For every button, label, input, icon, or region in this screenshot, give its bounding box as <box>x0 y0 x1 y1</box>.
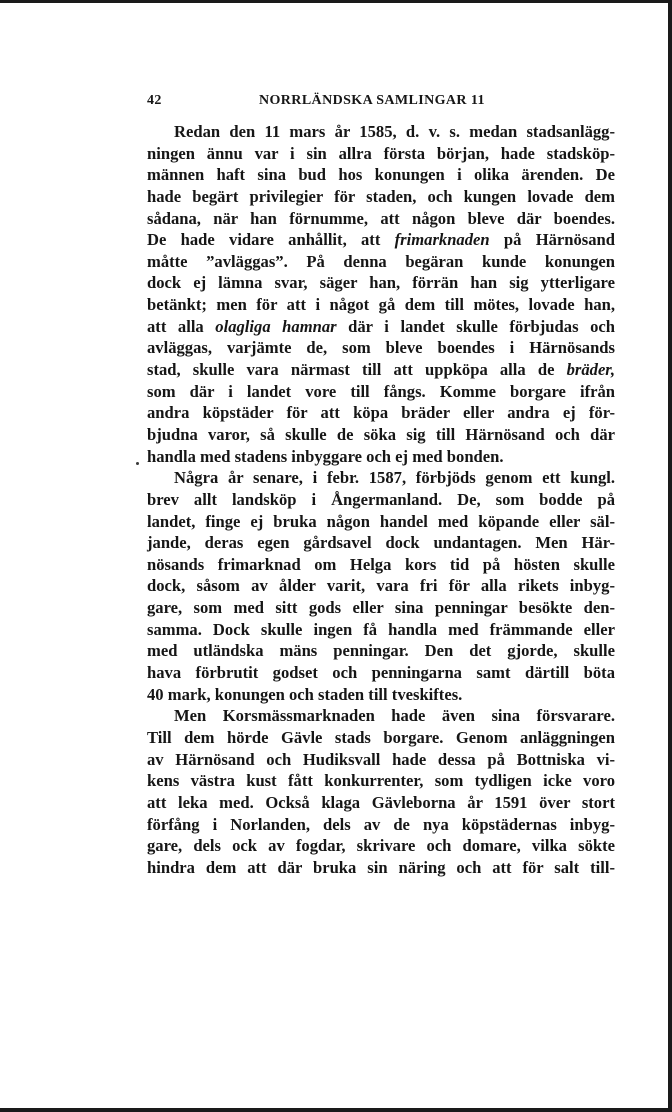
italic-term: olagliga hamnar <box>215 316 337 336</box>
text-line: hade begärt privilegier för staden, och kungen lovade dem <box>147 186 615 206</box>
text-line: stad, skulle vara närmast till att uppköpa alla de bräder, <box>147 360 615 380</box>
text-line: betänkt; men för att i något gå dem till mötes, lovade han, <box>147 295 615 315</box>
text-line: samma. Dock skulle ingen få handla med främmande eller <box>147 619 615 639</box>
running-title: NORRLÄNDSKA SAMLINGAR 11 <box>259 93 485 108</box>
italic-term: bräder, <box>566 360 615 380</box>
text-line: gare, som med sitt gods eller sina penningar besökte den- <box>147 598 615 618</box>
text-line: med utländska mäns penningar. Den det gjorde, skulle <box>147 641 615 661</box>
text-line: brev allt landsköp i Ångermanland. De, som bodde på <box>147 489 615 509</box>
text-line: Några år senare, i febr. 1587, förbjöds genom ett kungl. <box>174 468 615 488</box>
text-line: av Härnösand och Hudiksvall hade dessa på Bottniska vi- <box>147 749 615 769</box>
text-line: hindra dem att där bruka sin näring och att för salt till- <box>147 857 615 877</box>
text-line: Men Korsmässmarknaden hade även sina försvarare. <box>174 706 615 726</box>
text-line: förfång i Norlanden, dels av de nya köpstädernas inbyg- <box>147 814 615 834</box>
text-line: handla med stadens inbyggare och ej med bonden. <box>147 446 504 466</box>
text-line: bjudna varor, så skulle de söka sig till Härnösand och där <box>147 424 615 444</box>
print-speck <box>136 462 139 465</box>
text-line: kens västra kust fått konkurrenter, som tydligen icke voro <box>147 771 615 791</box>
text-line: måtte ”avläggas”. På denna begäran kunde konungen <box>147 251 615 271</box>
text-line: 40 mark, konungen och staden till tveskiftes. <box>147 684 463 704</box>
page-edge-right <box>668 0 672 1112</box>
text-line: männen haft sina bud hos konungen i olika ärenden. De <box>147 165 615 185</box>
text-line: avläggas, varjämte de, som bleve boendes i Härnösands <box>147 338 615 358</box>
text-line: som där i landet vore till fångs. Komme borgare ifrån <box>147 381 615 401</box>
text-line: att alla olagliga hamnar där i landet skulle förbjudas och <box>147 316 615 336</box>
paragraph-2 <box>147 467 615 705</box>
paragraph-1 <box>147 121 615 467</box>
text-line: landet, finge ej bruka någon handel med köpande eller säl- <box>147 511 615 531</box>
text-line: gare, dels ock av fogdar, skrivare och domare, vilka sökte <box>147 836 615 856</box>
page-number: 42 <box>147 93 162 108</box>
paragraph-3 <box>147 705 615 878</box>
text-line: sådana, när han förnumme, att någon bleve där boendes. <box>147 208 615 228</box>
text-line: Redan den 11 mars år 1585, d. v. s. medan stadsanlägg- <box>174 122 615 141</box>
body-text <box>147 121 615 878</box>
text-line: andra köpstäder för att köpa bräder eller andra ej för- <box>147 403 615 423</box>
text-line: att leka med. Också klaga Gävleborna år 1591 över stort <box>147 792 615 812</box>
text-line: dock, såsom av ålder varit, vara fri för alla rikets inbyg- <box>147 576 615 596</box>
text-line: dock ej lämna svar, säger han, förrän han sig ytterligare <box>147 273 615 293</box>
text-line: hava förbrutit godset och penningarna samt därtill böta <box>147 663 615 683</box>
text-line: De hade vidare anhållit, att frimarknaden på Härnösand <box>147 230 615 250</box>
page-edge-top <box>0 0 672 3</box>
text-line: jande, deras egen gårdsavel dock undantagen. Men Här- <box>147 533 615 553</box>
italic-term: frimarknaden <box>394 230 490 250</box>
running-header <box>147 93 615 113</box>
text-line: nösands frimarknad om Helga kors tid på hösten skulle <box>147 554 615 574</box>
text-line: ningen ännu var i sin allra första början, hade stadsköp- <box>147 143 615 163</box>
page-edge-bottom <box>0 1108 672 1112</box>
text-line: Till dem hörde Gävle stads borgare. Genom anläggningen <box>147 727 615 747</box>
